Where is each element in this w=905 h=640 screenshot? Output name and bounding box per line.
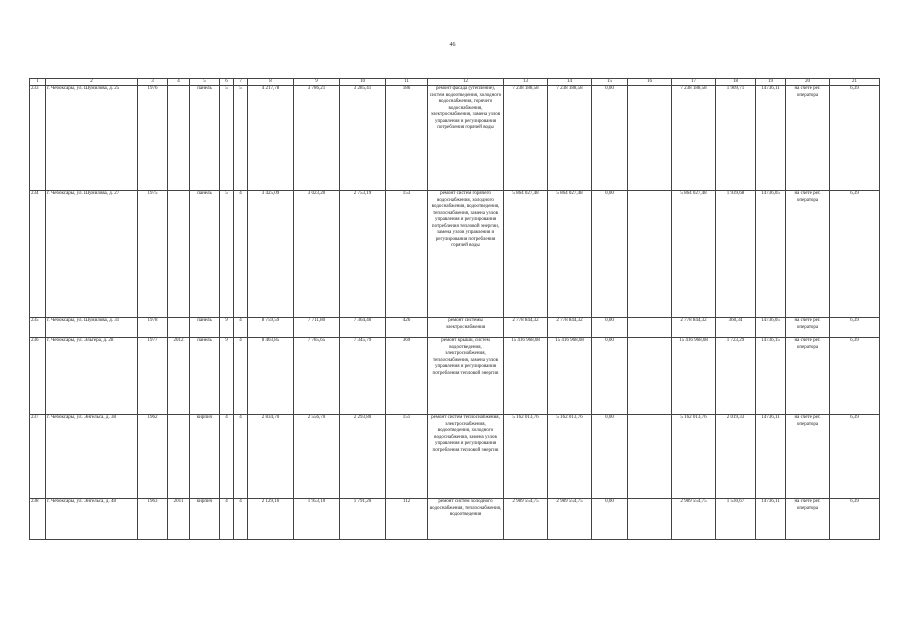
year-renovated-cell (168, 191, 190, 318)
fund-method-cell: на счете рег. оператора (786, 86, 830, 191)
fund-method-cell: на счете рег. оператора (786, 191, 830, 318)
total-area-cell: 4 217,78 (248, 86, 294, 191)
premises-area-cell: 2 556,70 (294, 415, 340, 499)
cost-cell: 0,00 (592, 499, 628, 540)
contribution-rate-cell: 6,39 (830, 415, 880, 499)
premises-area-cell: 1 953,10 (294, 499, 340, 540)
row-number-cell: 233 (30, 86, 46, 191)
column-header: 6 (220, 79, 234, 86)
contribution-rate-cell: 6,39 (830, 191, 880, 318)
residential-area-cell: 7 364,40 (340, 318, 386, 338)
residential-area-cell: 2 293,80 (340, 415, 386, 499)
entrances-cell: 4 (234, 191, 248, 318)
entrances-cell: 4 (234, 318, 248, 338)
premises-area-cell: 7 711,80 (294, 318, 340, 338)
residential-area-cell: 1 791,20 (340, 499, 386, 540)
cost-cell: 2 778 844,32 (548, 318, 592, 338)
column-header: 14 (548, 79, 592, 86)
entrances-cell: 4 (234, 499, 248, 540)
residents-cell: 186 (386, 86, 428, 191)
unit-cost-cell: 2 019,33 (716, 415, 756, 499)
column-header: 16 (628, 79, 672, 86)
work-types-cell: ремонт систем горячего водоснабжения, холодного водоснабжения, водоотведения, теплоснабжения, замена узлов управления и регулирования потребления тепловой энергии, замена узлов управления и регулирования потребления горячей воды (428, 191, 504, 318)
contribution-rate-cell: 6,39 (830, 86, 880, 191)
limit-cost-cell: 14736,11 (756, 499, 786, 540)
residents-cell: 112 (386, 499, 428, 540)
cost-cell (628, 86, 672, 191)
limit-cost-cell: 14736,05 (756, 318, 786, 338)
cost-cell: 0,00 (592, 86, 628, 191)
unit-cost-cell: 1 530,67 (716, 499, 756, 540)
cost-cell: 2 989 554,75 (548, 499, 592, 540)
column-header: 15 (592, 79, 628, 86)
wall-material-cell: кирпич (190, 415, 220, 499)
address-cell: г. Чебоксары, ул. Энгельса, д. 38 (46, 415, 138, 499)
year-built-cell: 1977 (138, 338, 168, 415)
cost-cell: 5 162 013,76 (548, 415, 592, 499)
fund-method-cell: на счете рег. оператора (786, 499, 830, 540)
column-header: 4 (168, 79, 190, 86)
cost-cell (628, 338, 672, 415)
premises-area-cell: 7 785,65 (294, 338, 340, 415)
row-number-cell: 237 (30, 415, 46, 499)
wall-material-cell: панель (190, 318, 220, 338)
unit-cost-cell: 360,34 (716, 318, 756, 338)
row-number-cell: 238 (30, 499, 46, 540)
residents-cell: 153 (386, 191, 428, 318)
year-built-cell: 1978 (138, 318, 168, 338)
entrances-cell: 4 (234, 415, 248, 499)
column-header: 10 (340, 79, 386, 86)
row-number-cell: 234 (30, 191, 46, 318)
residential-area-cell: 2 753,19 (340, 191, 386, 318)
header-row (30, 79, 880, 86)
column-header: 3 (138, 79, 168, 86)
fund-method-cell: на счете рег. оператора (786, 338, 830, 415)
page-number: 46 (449, 42, 456, 48)
year-built-cell: 1962 (138, 415, 168, 499)
work-types-cell: ремонт систем теплоснабжения, электроснабжения, водоотведения, холодного водоснабжения, замена узлов управления и регулирования потребления тепловой энергии (428, 415, 504, 499)
table-row (30, 415, 880, 499)
floors-cell: 4 (220, 499, 234, 540)
total-cost-cell: 2 989 554,75 (504, 499, 548, 540)
wall-material-cell: панель (190, 338, 220, 415)
cost-cell (628, 499, 672, 540)
cost-cell: 5 864 027,48 (672, 191, 716, 318)
column-header: 20 (786, 79, 830, 86)
premises-area-cell: 3 023,20 (294, 191, 340, 318)
contribution-rate-cell: 6,39 (830, 499, 880, 540)
year-renovated-cell (168, 318, 190, 338)
column-header: 5 (190, 79, 220, 86)
cost-cell (628, 415, 672, 499)
row-number-cell: 235 (30, 318, 46, 338)
residents-cell: 151 (386, 415, 428, 499)
entrances-cell: 4 (234, 338, 248, 415)
year-built-cell: 1963 (138, 499, 168, 540)
floors-cell: 9 (220, 338, 234, 415)
total-area-cell: 3 425,09 (248, 191, 294, 318)
cost-cell: 5 162 013,76 (672, 415, 716, 499)
premises-area-cell: 3 786,21 (294, 86, 340, 191)
column-header: 2 (46, 79, 138, 86)
total-cost-cell: 15 416 968,08 (504, 338, 548, 415)
address-cell: г. Чебоксары, ул. Шумилова, д. 27 (46, 191, 138, 318)
work-types-cell: ремонт системы электроснабжения (428, 318, 504, 338)
entrances-cell: 5 (234, 86, 248, 191)
column-header: 17 (672, 79, 716, 86)
address-cell: г. Чебоксары, ул. Эльгера, д. 28 (46, 338, 138, 415)
contribution-rate-cell: 6,39 (830, 318, 880, 338)
cost-cell (628, 318, 672, 338)
contribution-rate-cell: 6,39 (830, 338, 880, 415)
wall-material-cell: панель (190, 86, 220, 191)
work-types-cell: ремонт систем холодного водоснабжения, теплоснабжения, водоотведения (428, 499, 504, 540)
repair-registry-table (29, 78, 880, 540)
floors-cell: 5 (220, 191, 234, 318)
table-row (30, 318, 880, 338)
work-types-cell: ремонт крыши, систем водоотведения, электроснабжения, теплоснабжения, замена узлов управления и регулирования потребления тепловой энергии (428, 338, 504, 415)
total-cost-cell: 5 162 013,76 (504, 415, 548, 499)
residential-area-cell: 3 285,41 (340, 86, 386, 191)
total-area-cell: 8 403,85 (248, 338, 294, 415)
address-cell: г. Чебоксары, ул. Энгельса, д. 48 (46, 499, 138, 540)
column-header: 19 (756, 79, 786, 86)
column-header: 18 (716, 79, 756, 86)
cost-cell: 0,00 (592, 318, 628, 338)
residents-cell: 369 (386, 338, 428, 415)
unit-cost-cell: 1 723,29 (716, 338, 756, 415)
column-header: 8 (248, 79, 294, 86)
column-header: 9 (294, 79, 340, 86)
total-area-cell: 2 129,10 (248, 499, 294, 540)
cost-cell: 0,00 (592, 191, 628, 318)
column-header: 13 (504, 79, 548, 86)
cost-cell: 7 238 188,58 (672, 86, 716, 191)
column-header: 12 (428, 79, 504, 86)
total-cost-cell: 2 778 844,32 (504, 318, 548, 338)
residents-cell: 426 (386, 318, 428, 338)
year-renovated-cell: 2011 (168, 499, 190, 540)
total-area-cell: 2 834,70 (248, 415, 294, 499)
total-area-cell: 8 759,59 (248, 318, 294, 338)
column-header: 7 (234, 79, 248, 86)
row-number-cell: 236 (30, 338, 46, 415)
limit-cost-cell: 14736,11 (756, 86, 786, 191)
limit-cost-cell: 14736,15 (756, 338, 786, 415)
floors-cell: 4 (220, 415, 234, 499)
cost-cell: 15 416 968,08 (672, 338, 716, 415)
floors-cell: 9 (220, 318, 234, 338)
cost-cell: 7 238 188,58 (548, 86, 592, 191)
residential-area-cell: 7 345,79 (340, 338, 386, 415)
floors-cell: 5 (220, 86, 234, 191)
total-cost-cell: 7 238 188,58 (504, 86, 548, 191)
cost-cell (628, 191, 672, 318)
column-header: 1 (30, 79, 46, 86)
cost-cell: 15 416 968,08 (548, 338, 592, 415)
cost-cell: 0,00 (592, 415, 628, 499)
table-row (30, 86, 880, 191)
cost-cell: 5 864 027,48 (548, 191, 592, 318)
fund-method-cell: на счете рег. оператора (786, 415, 830, 499)
wall-material-cell: кирпич (190, 499, 220, 540)
column-header: 11 (386, 79, 428, 86)
column-header: 21 (830, 79, 880, 86)
table-row (30, 338, 880, 415)
wall-material-cell: панель (190, 191, 220, 318)
address-cell: г. Чебоксары, ул. Шумилова, д. 31 (46, 318, 138, 338)
limit-cost-cell: 14736,11 (756, 415, 786, 499)
year-built-cell: 1976 (138, 86, 168, 191)
unit-cost-cell: 1 939,68 (716, 191, 756, 318)
fund-method-cell: на счете рег. оператора (786, 318, 830, 338)
year-renovated-cell (168, 415, 190, 499)
cost-cell: 0,00 (592, 338, 628, 415)
table-row (30, 191, 880, 318)
work-types-cell: ремонт фасада (утепление), систем водоотведения, холодного водоснабжения, горячего водоснабжения, электроснабжения, замена узлов управления и регулирования потребления горячей воды (428, 86, 504, 191)
unit-cost-cell: 1 909,71 (716, 86, 756, 191)
total-cost-cell: 5 864 027,48 (504, 191, 548, 318)
limit-cost-cell: 14736,05 (756, 191, 786, 318)
cost-cell: 2 778 844,32 (672, 318, 716, 338)
cost-cell: 2 989 554,75 (672, 499, 716, 540)
year-renovated-cell (168, 86, 190, 191)
address-cell: г. Чебоксары, ул. Шумилова, д. 25 (46, 86, 138, 191)
year-built-cell: 1975 (138, 191, 168, 318)
table-row (30, 499, 880, 540)
year-renovated-cell: 2012 (168, 338, 190, 415)
